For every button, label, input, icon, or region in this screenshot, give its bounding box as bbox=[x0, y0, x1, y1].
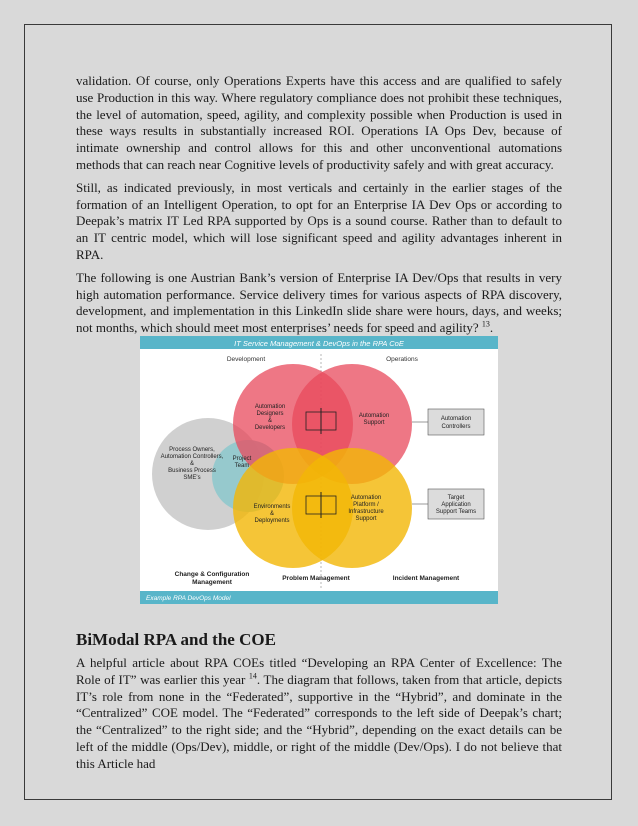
owners-label-4: Business Process bbox=[168, 468, 216, 474]
banner-title: IT Service Management & DevOps in the RPA CoE bbox=[234, 339, 404, 348]
rpa-devops-model-figure bbox=[140, 336, 498, 604]
paragraph: validation. Of course, only Operations Experts have this access and are qualified to safely use Production in this way. Where regulatory compliance does not prohibit these techniques, the level of automation, speed, agility, and complexity possible when Production is used in these ways results in substantially increased ROI. Operations IA Ops Dev, because of intimate ownership and control allows for this and other unconventional automations methods that can reach near Cognitive levels of productivity safely and with great accuracy. bbox=[76, 73, 562, 172]
paragraph: The following is one Austrian Bank’s version of Enterprise IA Dev/Ops that results in very high automation performance. Service delivery times for various aspects of RPA discovery, development, and implementation in this LinkedIn slide share were hours, days, and weeks; not months, which should meet most enterprises’ needs for speed and agility? $^{13}$. bbox=[76, 269, 562, 336]
support-label-1: Automation bbox=[358, 413, 390, 419]
controllers-label-1: Automation bbox=[440, 416, 472, 422]
owners-label-5: SME's bbox=[183, 475, 201, 481]
platform-label-2: Platform / bbox=[353, 502, 379, 508]
owners-label-3: & bbox=[189, 461, 195, 467]
project-team-label-2: Team bbox=[234, 463, 250, 469]
ops-yellow-circle bbox=[292, 448, 412, 568]
problem-management-label: Problem Management bbox=[282, 575, 350, 582]
col-development: Development bbox=[226, 356, 266, 363]
controllers-label-2: Controllers bbox=[441, 424, 471, 430]
designers-label-3: & bbox=[267, 418, 273, 424]
controllers-box bbox=[428, 409, 484, 435]
change-config-label-1: Change & Configuration bbox=[174, 571, 250, 578]
target-label-2: Application bbox=[441, 502, 471, 508]
intro-text bbox=[76, 73, 562, 343]
platform-label-1: Automation bbox=[350, 495, 382, 501]
designers-label-2: Designers bbox=[256, 411, 284, 417]
platform-label-3: Infrastructure bbox=[348, 509, 384, 515]
devops-diagram bbox=[140, 336, 498, 604]
project-team-label-1: Project bbox=[232, 456, 252, 462]
incident-management-label: Incident Management bbox=[392, 575, 460, 582]
environments-label-2: & bbox=[269, 511, 275, 517]
footnote-ref[interactable]: 13 bbox=[481, 319, 490, 329]
environments-label-1: Environments bbox=[253, 504, 291, 510]
owners-label-1: Process Owners, bbox=[169, 447, 215, 453]
figure-caption: Example RPA DevOps Model bbox=[146, 595, 231, 602]
paragraph: Still, as indicated previously, in most verticals and certainly in the earlier stages of the formation of an Intelligent Operation, to opt for an Enterprise IA Dev Ops or according to Deepak’s matrix IT Led RPA supported by Ops is a sound course. Rather than to default to an IT centric model, which will lose significant speed and agility advantages inherent in RPA. bbox=[76, 179, 562, 262]
section-body bbox=[76, 655, 562, 779]
platform-label-4: Support bbox=[355, 516, 377, 522]
target-label-3: Support Teams bbox=[435, 509, 477, 515]
environments-label-3: Deployments bbox=[254, 518, 290, 524]
owners-label-2: Automation Controllers, bbox=[160, 454, 224, 460]
footnote-ref[interactable]: 14 bbox=[248, 671, 257, 681]
change-config-label-2: Management bbox=[192, 579, 232, 586]
paragraph: A helpful article about RPA COEs titled “Developing an RPA Center of Excellence: The Role of IT” was earlier this year $^{14}$. The diagram that follows, taken from that article, depicts IT’s role from none in the “Federated”, supportive in the “Hybrid”, and dominate in the “Centralized” COE model. The “Federated” corresponds to the left side of Deepak’s chart; the “Centralized” to the right side; and the “Hybrid”, depending on the exact details can be left of the middle (Ops/Dev), middle, or right of the middle (Dev/Ops). I do not believe that this Article had bbox=[76, 655, 563, 771]
section-heading: BiModal RPA and the COE bbox=[76, 630, 276, 649]
target-label-1: Target bbox=[447, 495, 465, 501]
designers-label-4: Developers bbox=[254, 425, 286, 431]
col-operations: Operations bbox=[386, 356, 418, 363]
designers-label-1: Automation bbox=[254, 404, 286, 410]
support-label-2: Support bbox=[363, 420, 385, 426]
